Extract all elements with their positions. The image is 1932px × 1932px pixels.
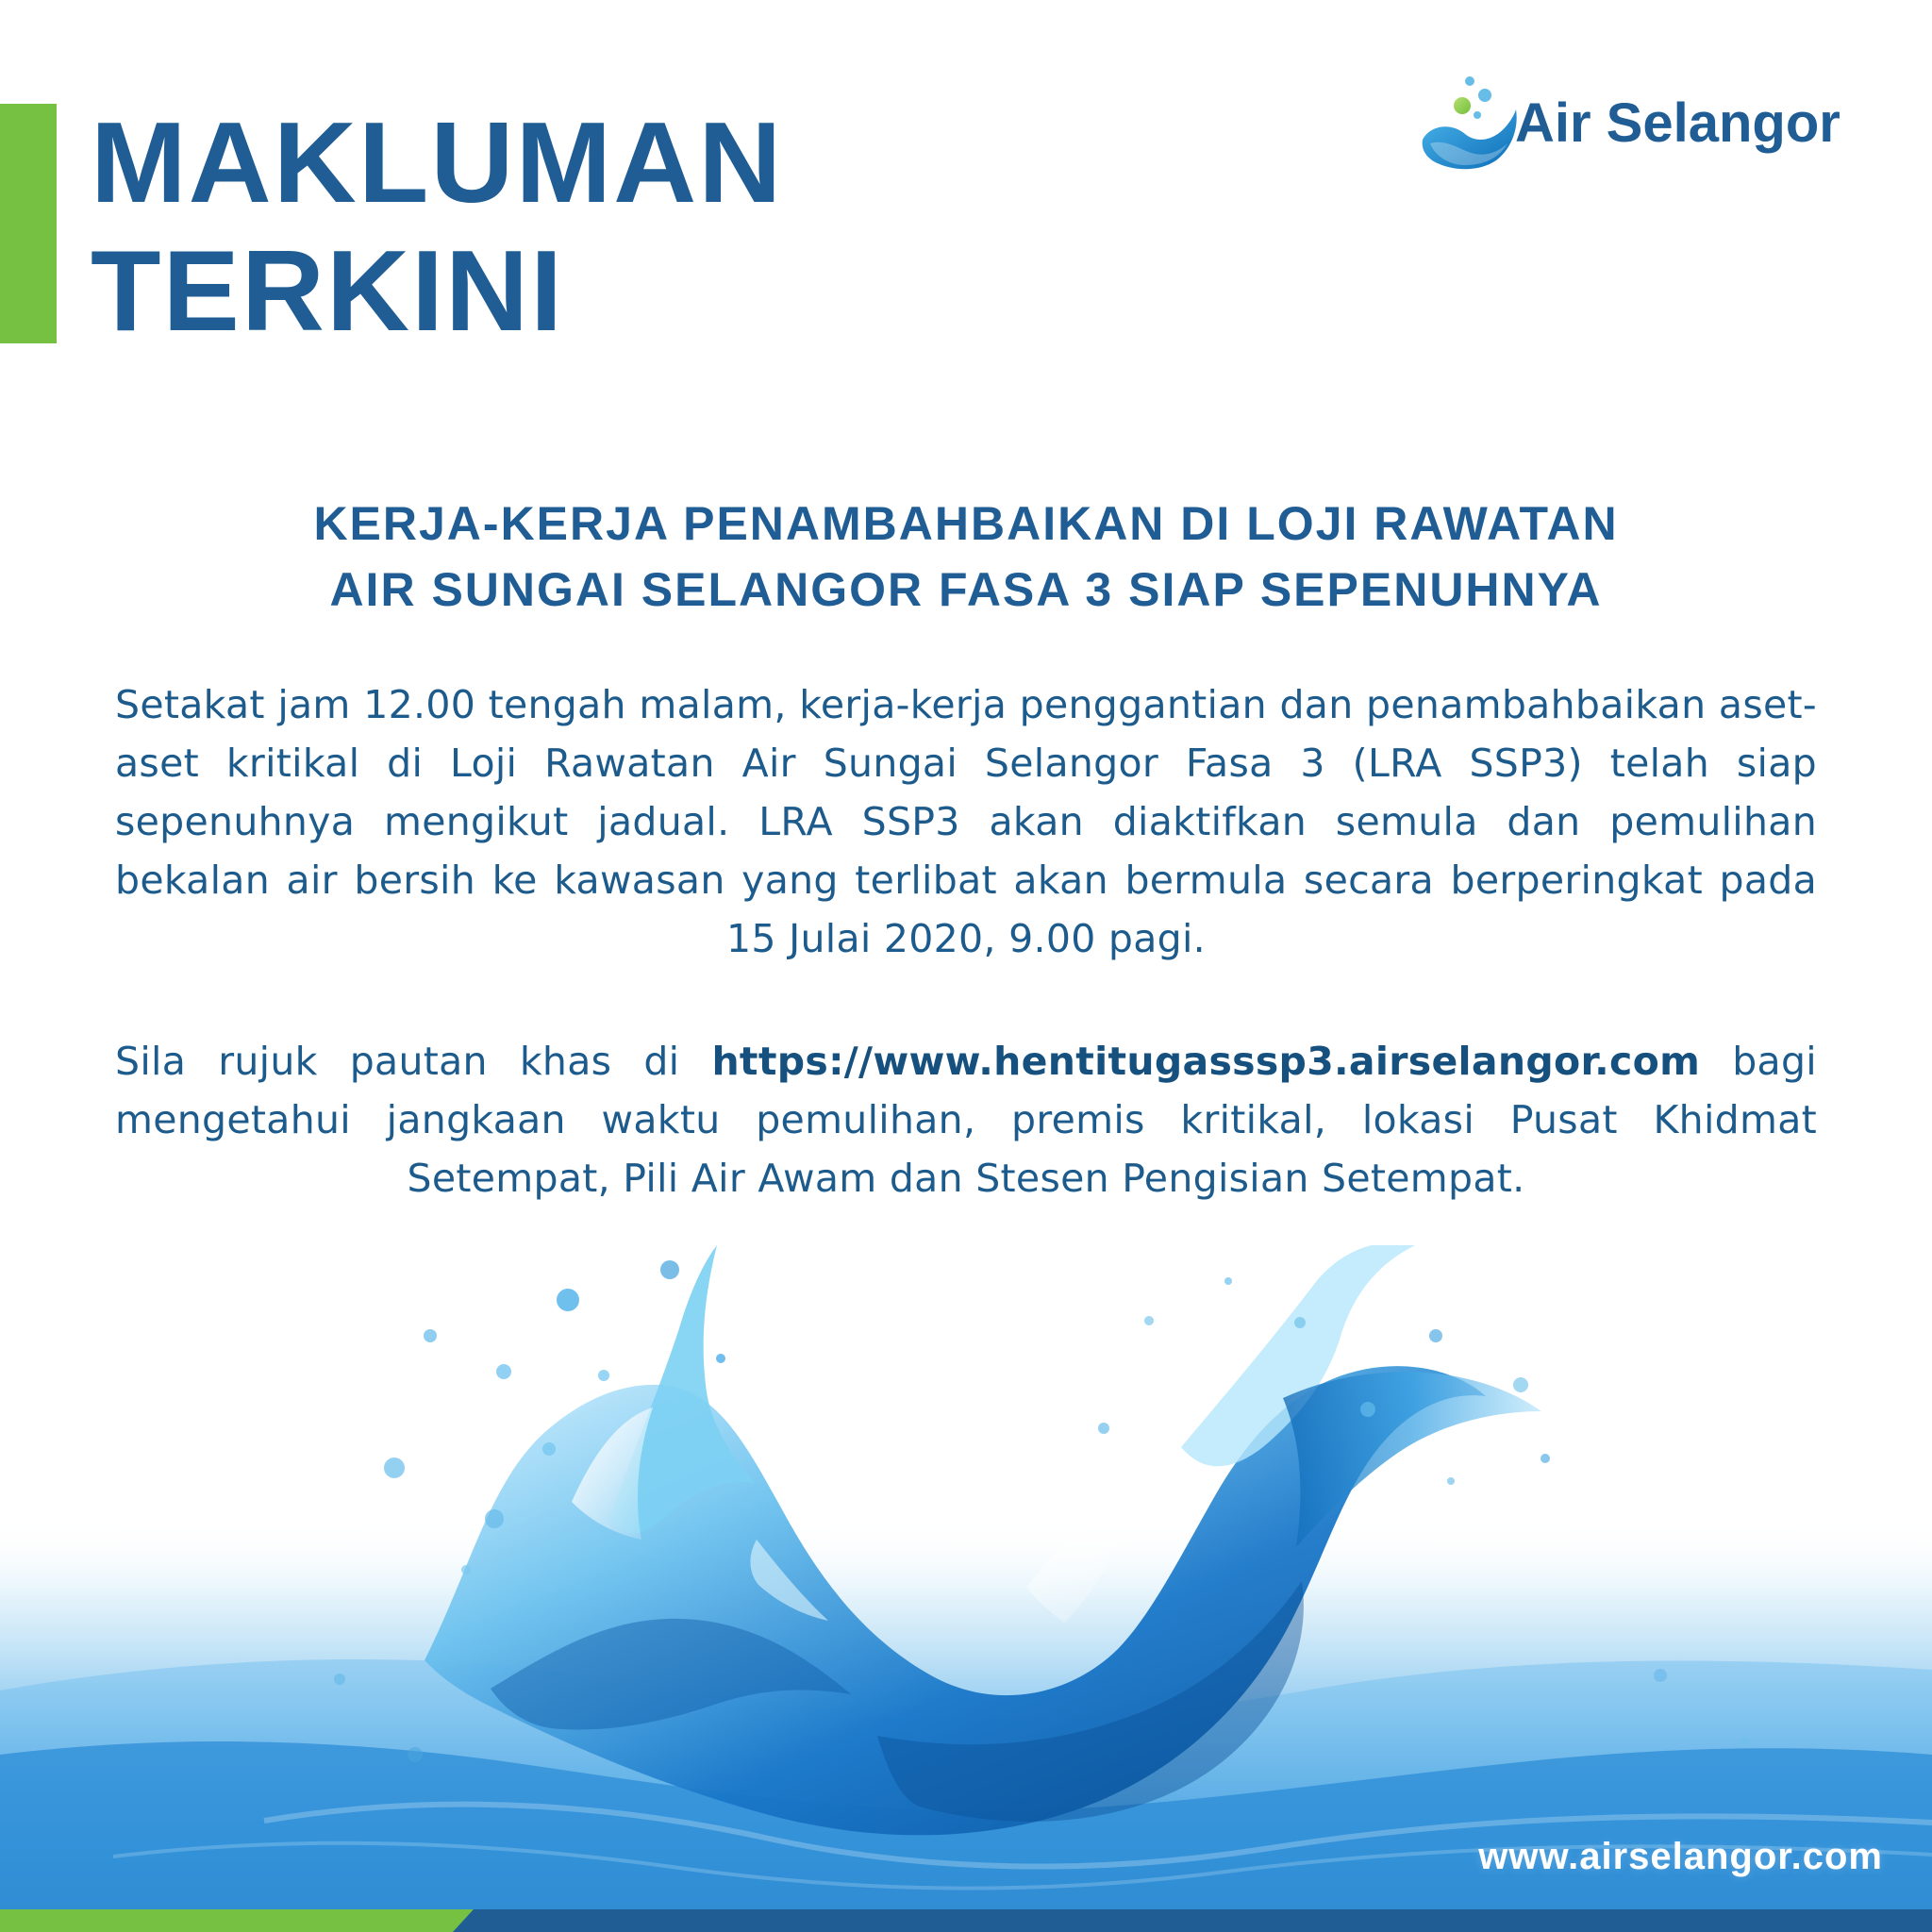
accent-bar (0, 104, 57, 343)
notice-headline-line-2: AIR SUNGAI SELANGOR FASA 3 SIAP SEPENUHNYA (329, 563, 1603, 616)
notice-headline (132, 491, 1800, 623)
notice-paragraph-2-suffix: bagi mengetahui jangkaan waktu pemulihan, premis kritikal, lokasi Pusat Khidmat Setempat, Pili Air Awam dan Stesen Pengisian Setempat. (115, 1039, 1817, 1201)
notice-headline-line-1: KERJA-KERJA PENAMBAHBAIKAN DI LOJI RAWATAN (313, 497, 1619, 550)
page-title (91, 98, 783, 355)
brand-name: Air Selangor (1515, 92, 1840, 154)
notice-paragraph-2-prefix: Sila rujuk pautan khas di (115, 1039, 680, 1084)
page-title-line-2: TERKINI (91, 226, 564, 355)
notice-paragraph-2 (115, 1032, 1817, 1208)
page-title-line-1: MAKLUMAN (91, 98, 784, 226)
website-url[interactable]: www.airselangor.com (1478, 1836, 1883, 1877)
hentitugas-link[interactable]: https://www.hentitugasssp3.airselangor.com (711, 1039, 1701, 1084)
water-splash-illustration (0, 1245, 1932, 1932)
notice-paragraph-1: Setakat jam 12.00 tengah malam, kerja-kerja penggantian dan penambahbaikan aset-aset kritikal di Loji Rawatan Air Sungai Selangor Fasa 3 (LRA SSP3) telah siap sepenuhnya mengikut jadual. LRA SSP3 akan diaktifkan semula dan pemulihan bekalan air bersih ke kawasan yang terlibat akan bermula secara berperingkat pada 15 Julai 2020, 9.00 pagi. (115, 682, 1817, 961)
bottom-band (0, 1909, 1932, 1932)
brand-logo (1415, 70, 1877, 174)
water-drop-logo-icon (1415, 70, 1519, 174)
